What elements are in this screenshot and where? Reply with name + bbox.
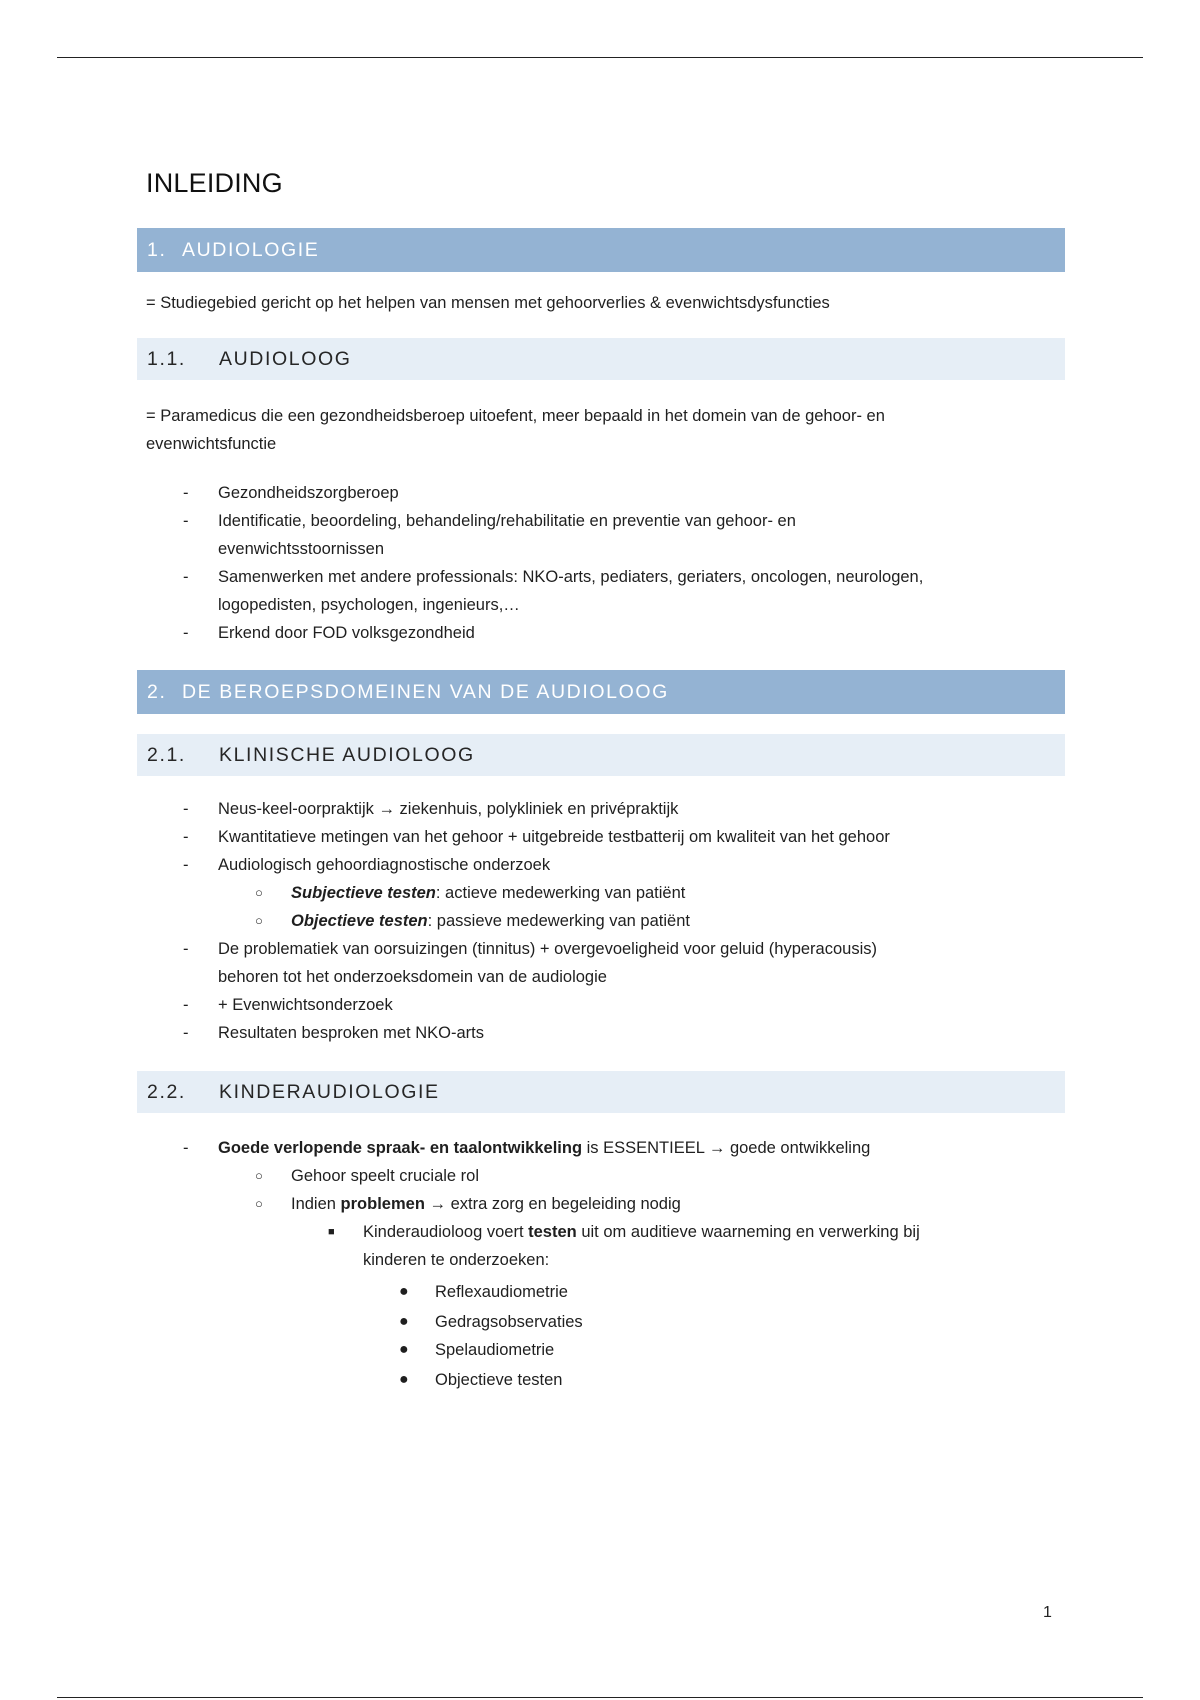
section-number: 1.1. bbox=[147, 347, 186, 370]
page-title: INLEIDING bbox=[146, 168, 283, 198]
bold-text: Goede verlopende spraak- en taalontwikkeling bbox=[218, 1139, 583, 1157]
list-item-continuation: kinderen te onderzoeken: bbox=[363, 1251, 550, 1269]
dash-bullet: - bbox=[183, 568, 189, 586]
sub-item-text: : passieve medewerking van patiënt bbox=[427, 912, 690, 930]
section-2-heading bbox=[137, 670, 1065, 714]
sub-list-item bbox=[291, 879, 685, 907]
circle-bullet: ○ bbox=[255, 913, 263, 928]
section-title: KINDERAUDIOLOGIE bbox=[219, 1080, 440, 1103]
dot-bullet: ● bbox=[399, 1313, 409, 1330]
list-item: Neus-keel-oorpraktijk → ziekenhuis, polykliniek en privépraktijk bbox=[218, 800, 679, 818]
test-list-item: Spelaudiometrie bbox=[435, 1341, 555, 1359]
sub-list-item bbox=[291, 907, 690, 935]
footer-rule bbox=[57, 1697, 1143, 1698]
circle-bullet: ○ bbox=[255, 885, 263, 900]
list-item: Samenwerken met andere professionals: NKO-arts, pediaters, geriaters, oncologen, neurologen, bbox=[218, 568, 924, 586]
list-item bbox=[218, 1134, 870, 1162]
circle-bullet: ○ bbox=[255, 1196, 263, 1211]
section-title: AUDIOLOOG bbox=[219, 347, 352, 370]
item-text: Kinderaudioloog voert bbox=[363, 1223, 529, 1241]
header-rule bbox=[57, 57, 1143, 58]
section-2-1-heading bbox=[137, 734, 1065, 776]
bold-text: testen bbox=[528, 1223, 577, 1241]
list-item: Identificatie, beoordeling, behandeling/rehabilitatie en preventie van gehoor- en bbox=[218, 512, 796, 530]
section-title: DE BEROEPSDOMEINEN VAN DE AUDIOLOOG bbox=[182, 680, 669, 703]
list-item: Audiologisch gehoordiagnostische onderzoek bbox=[218, 856, 551, 874]
list-item-continuation: behoren tot het onderzoeksdomein van de audiologie bbox=[218, 968, 607, 986]
dash-bullet: - bbox=[183, 856, 189, 874]
item-text: Indien bbox=[291, 1195, 341, 1213]
dash-bullet: - bbox=[183, 996, 189, 1014]
dash-bullet: - bbox=[183, 484, 189, 502]
emphasis-label: Objectieve testen bbox=[291, 912, 428, 930]
section-number: 2.2. bbox=[147, 1080, 186, 1103]
dot-bullet: ● bbox=[399, 1283, 409, 1300]
circle-bullet: ○ bbox=[255, 1168, 263, 1183]
list-item: Gezondheidszorgberoep bbox=[218, 484, 399, 502]
test-list-item: Gedragsobservaties bbox=[435, 1313, 583, 1331]
dash-bullet: - bbox=[183, 624, 189, 642]
list-item: Resultaten besproken met NKO-arts bbox=[218, 1024, 484, 1042]
section-2-2-heading bbox=[137, 1071, 1065, 1113]
dash-bullet: - bbox=[183, 1139, 189, 1157]
dash-bullet: - bbox=[183, 828, 189, 846]
list-item: Erkend door FOD volksgezondheid bbox=[218, 624, 475, 642]
section-1-heading bbox=[137, 228, 1065, 272]
list-item: + Evenwichtsonderzoek bbox=[218, 996, 393, 1014]
test-list-item: Objectieve testen bbox=[435, 1371, 563, 1389]
emphasis-label: Subjectieve testen bbox=[291, 884, 436, 902]
sub-list-item: Gehoor speelt cruciale rol bbox=[291, 1167, 480, 1185]
item-text: is ESSENTIEEL → goede ontwikkeling bbox=[582, 1139, 871, 1157]
bold-text: problemen bbox=[340, 1195, 425, 1213]
test-list-item: Reflexaudiometrie bbox=[435, 1283, 568, 1301]
audioloog-definition-line: evenwichtsfunctie bbox=[146, 435, 277, 453]
dot-bullet: ● bbox=[399, 1371, 409, 1388]
dash-bullet: - bbox=[183, 1024, 189, 1042]
dash-bullet: - bbox=[183, 940, 189, 958]
section-number: 1. bbox=[147, 238, 167, 261]
sub-item-text: : actieve medewerking van patiënt bbox=[435, 884, 686, 902]
section-number: 2.1. bbox=[147, 743, 186, 766]
list-item: Kwantitatieve metingen van het gehoor + uitgebreide testbatterij om kwaliteit van het gehoor bbox=[218, 828, 890, 846]
page-number: 1 bbox=[1043, 1604, 1052, 1621]
item-text: → extra zorg en begeleiding nodig bbox=[424, 1195, 681, 1213]
section-1-1-heading bbox=[137, 338, 1065, 380]
dot-bullet: ● bbox=[399, 1341, 409, 1358]
list-item-continuation: evenwichtsstoornissen bbox=[218, 540, 384, 558]
section-number: 2. bbox=[147, 680, 167, 703]
section-title: KLINISCHE AUDIOLOOG bbox=[219, 743, 475, 766]
item-text: uit om auditieve waarneming en verwerking bij bbox=[576, 1223, 920, 1241]
square-bullet: ■ bbox=[328, 1226, 335, 1238]
section-title: AUDIOLOGIE bbox=[182, 238, 320, 261]
list-item: De problematiek van oorsuizingen (tinnitus) + overgevoeligheid voor geluid (hyperacousis) bbox=[218, 940, 877, 958]
sub-sub-list-item bbox=[363, 1218, 920, 1246]
audiologie-definition: = Studiegebied gericht op het helpen van mensen met gehoorverlies & evenwichtsdysfuncties bbox=[146, 294, 830, 312]
dash-bullet: - bbox=[183, 512, 189, 530]
sub-list-item bbox=[291, 1190, 681, 1218]
dash-bullet: - bbox=[183, 800, 189, 818]
list-item-continuation: logopedisten, psychologen, ingenieurs,… bbox=[218, 596, 520, 614]
audioloog-definition-line: = Paramedicus die een gezondheidsberoep uitoefent, meer bepaald in het domein van de gehoor- en bbox=[146, 407, 885, 425]
